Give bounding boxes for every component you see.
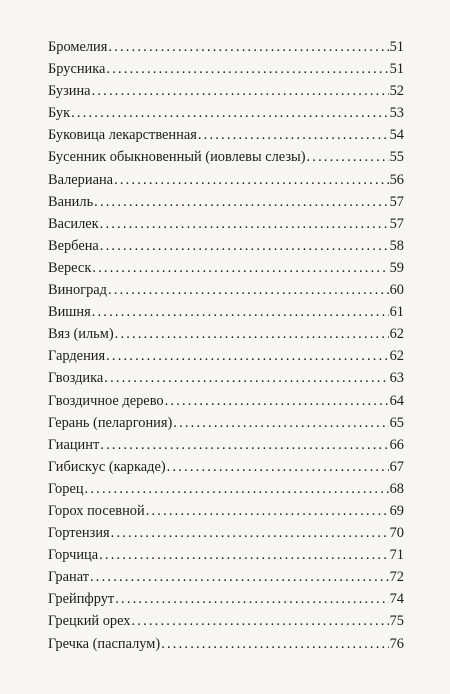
dot-leader — [85, 478, 389, 500]
toc-entry — [48, 323, 404, 345]
dot-leader — [307, 146, 389, 168]
toc-entry-title: Брусника — [48, 61, 106, 78]
toc-entry-page-number: 57 — [389, 193, 404, 210]
toc-entry — [48, 434, 404, 456]
dot-leader — [92, 301, 389, 323]
toc-entry — [48, 169, 404, 191]
dot-leader — [115, 323, 389, 345]
dot-leader — [146, 500, 389, 522]
toc-entry — [48, 257, 404, 279]
toc-entry — [48, 102, 404, 124]
toc-entry-title: Буковица лекарственная — [48, 127, 197, 144]
toc-entry-title: Вербена — [48, 237, 99, 254]
dot-leader — [173, 412, 388, 434]
toc-entry — [48, 301, 404, 323]
toc-entry-title: Виноград — [48, 282, 108, 299]
toc-entry-page-number: 66 — [389, 436, 404, 453]
toc-entry-title: Вереск — [48, 259, 92, 276]
toc-entry-title: Бромелия — [48, 39, 108, 55]
toc-entry-title: Грецкий орех — [48, 613, 131, 630]
toc-entry-page-number: 60 — [389, 282, 404, 299]
toc-entry — [48, 633, 404, 655]
toc-entry — [48, 235, 404, 257]
toc-entry-title: Бузина — [48, 83, 91, 100]
toc-entry-title: Валериана — [48, 171, 114, 188]
toc-entry — [48, 279, 404, 301]
toc-entry-title: Гвоздичное дерево — [48, 392, 164, 409]
toc-entry — [48, 124, 404, 146]
toc-entry-title: Гортензия — [48, 525, 110, 542]
toc-entry — [48, 500, 404, 522]
toc-entry-title: Гречка (паспалум) — [48, 635, 161, 652]
toc-entry-page-number: 69 — [389, 502, 404, 519]
table-of-contents — [48, 36, 404, 655]
toc-entry-page-number: 59 — [389, 259, 404, 276]
toc-entry — [48, 80, 404, 102]
dot-leader — [167, 456, 389, 478]
dot-leader — [108, 36, 388, 58]
toc-entry-page-number: 51 — [389, 39, 404, 55]
toc-entry-page-number: 76 — [389, 635, 404, 652]
dot-leader — [100, 235, 389, 257]
dot-leader — [108, 279, 389, 301]
toc-entry-page-number: 71 — [389, 547, 404, 564]
toc-entry-title: Герань (пеларгония) — [48, 414, 173, 431]
toc-entry-title: Василек — [48, 215, 99, 232]
toc-entry-title: Гибискус (каркаде) — [48, 458, 166, 475]
toc-entry-page-number: 58 — [389, 237, 404, 254]
dot-leader — [198, 124, 389, 146]
toc-entry-page-number: 65 — [389, 414, 404, 431]
toc-entry — [48, 478, 404, 500]
dot-leader — [104, 367, 388, 389]
toc-entry-title: Гранат — [48, 569, 89, 586]
toc-entry-page-number: 62 — [389, 326, 404, 343]
toc-entry-page-number: 54 — [389, 127, 404, 144]
toc-entry-page-number: 72 — [389, 569, 404, 586]
toc-entry-page-number: 52 — [389, 83, 404, 100]
dot-leader — [71, 102, 389, 124]
toc-entry-page-number: 75 — [389, 613, 404, 630]
dot-leader — [115, 588, 388, 610]
toc-entry-title: Горох посевной — [48, 502, 145, 519]
dot-leader — [92, 80, 389, 102]
toc-entry-page-number: 57 — [389, 215, 404, 232]
dot-leader — [99, 544, 388, 566]
toc-entry-title: Гардения — [48, 348, 106, 365]
toc-entry-title: Горчица — [48, 547, 99, 564]
toc-entry-page-number: 53 — [389, 105, 404, 122]
toc-entry-page-number: 64 — [389, 392, 404, 409]
toc-entry-title: Вяз (ильм) — [48, 326, 114, 343]
toc-entry-title: Ваниль — [48, 193, 94, 210]
toc-entry-page-number: 63 — [389, 370, 404, 387]
toc-entry-page-number: 61 — [389, 304, 404, 321]
dot-leader — [106, 345, 389, 367]
toc-entry-page-number: 67 — [389, 458, 404, 475]
toc-entry-page-number: 74 — [389, 591, 404, 608]
toc-entry — [48, 213, 404, 235]
dot-leader — [161, 633, 388, 655]
toc-entry — [48, 146, 404, 168]
toc-entry — [48, 588, 404, 610]
toc-entry-title: Бук — [48, 105, 71, 122]
toc-entry — [48, 412, 404, 434]
dot-leader — [94, 191, 388, 213]
toc-entry — [48, 610, 404, 632]
dot-leader — [100, 434, 388, 456]
dot-leader — [165, 390, 389, 412]
toc-entry — [48, 544, 404, 566]
dot-leader — [92, 257, 388, 279]
toc-entry-title: Вишня — [48, 304, 91, 321]
dot-leader — [111, 522, 389, 544]
toc-entry — [48, 522, 404, 544]
toc-entry — [48, 566, 404, 588]
toc-entry-title: Гиацинт — [48, 436, 100, 453]
dot-leader — [131, 610, 388, 632]
toc-entry-title: Гвоздика — [48, 370, 104, 387]
toc-entry-page-number: 70 — [389, 525, 404, 542]
toc-entry — [48, 36, 404, 58]
toc-entry-title: Горец — [48, 480, 84, 497]
dot-leader — [100, 213, 389, 235]
dot-leader — [114, 169, 389, 191]
toc-entry — [48, 367, 404, 389]
toc-entry-title: Грейпфрут — [48, 591, 115, 608]
dot-leader — [106, 58, 388, 80]
toc-entry — [48, 345, 404, 367]
toc-entry-title: Бусенник обыкновенный (иовлевы слезы) — [48, 149, 306, 166]
toc-entry — [48, 390, 404, 412]
toc-entry — [48, 191, 404, 213]
toc-entry — [48, 58, 404, 80]
toc-entry-page-number: 68 — [389, 480, 404, 497]
toc-entry-page-number: 55 — [389, 149, 404, 166]
toc-entry-page-number: 51 — [389, 61, 404, 78]
toc-entry-page-number: 56 — [389, 171, 404, 188]
dot-leader — [90, 566, 389, 588]
toc-entry — [48, 456, 404, 478]
toc-entry-page-number: 62 — [389, 348, 404, 365]
